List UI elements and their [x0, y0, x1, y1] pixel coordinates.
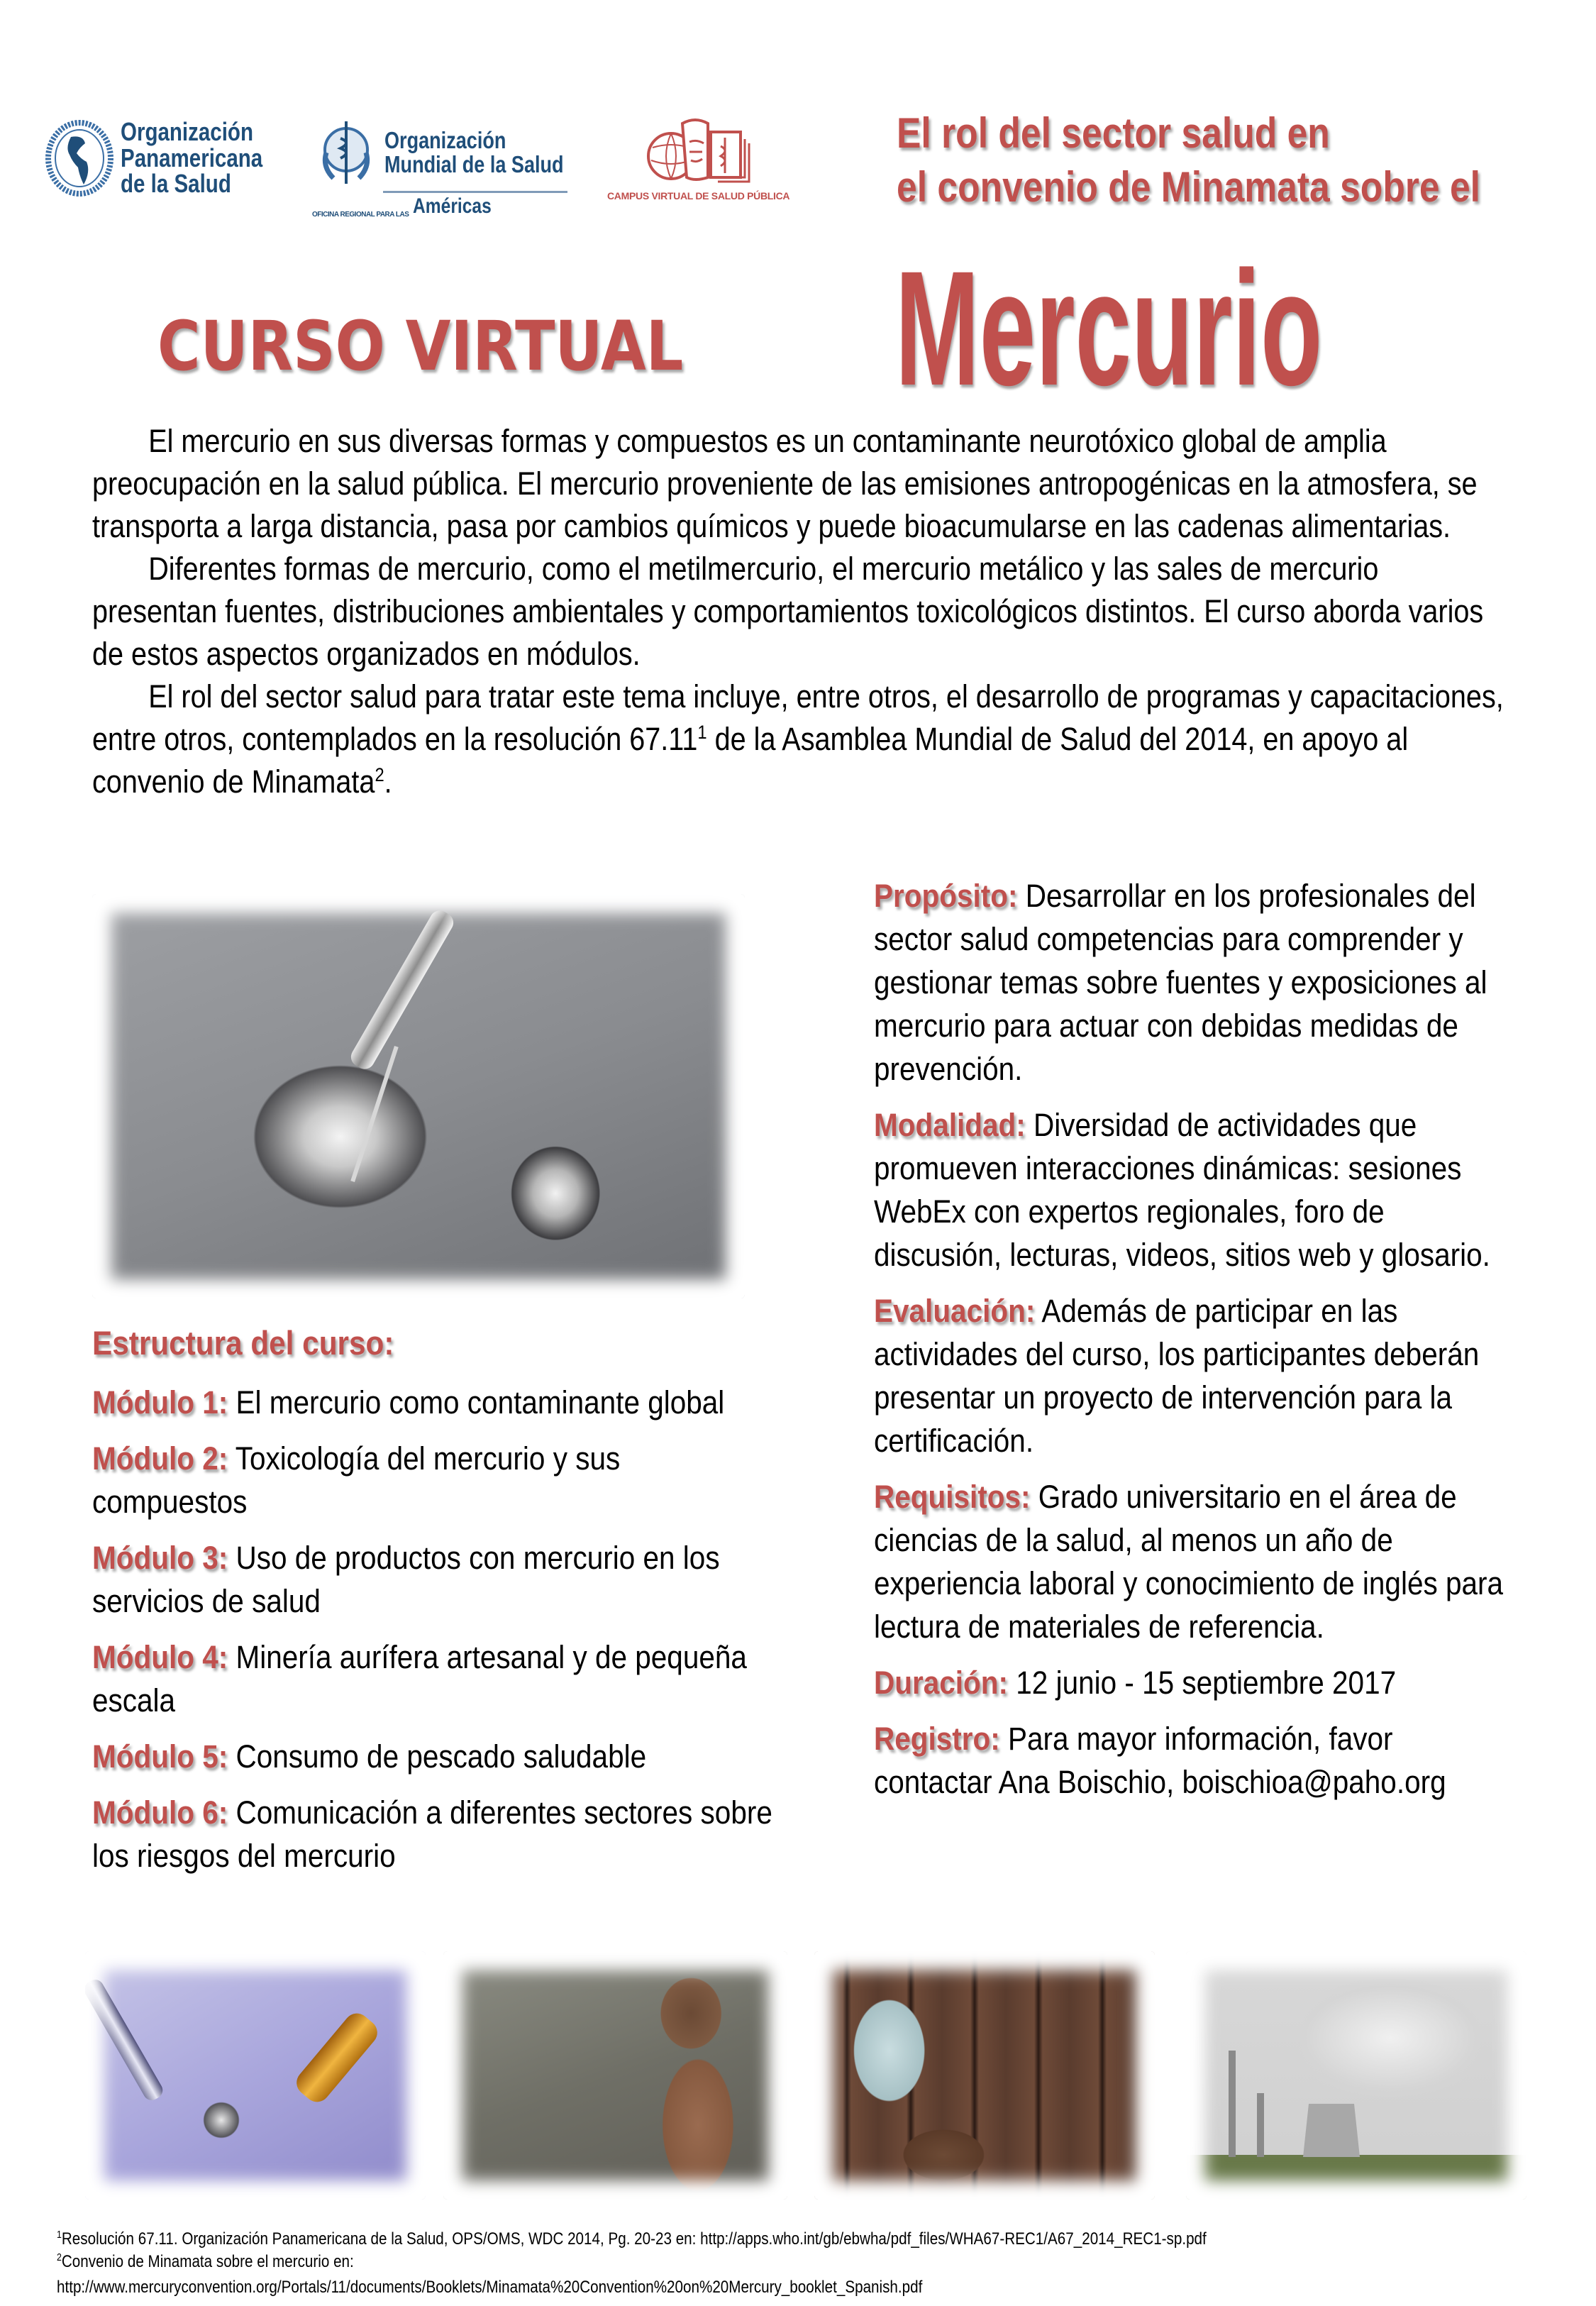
detail-label: Propósito: — [874, 878, 1018, 914]
detail-label: Registro: — [874, 1721, 1000, 1757]
detail-registration — [874, 1717, 1512, 1804]
who-name-line1: Organización — [384, 127, 506, 154]
footnote-2-text: Convenio de Minamata sobre el mercurio en: — [61, 2252, 354, 2271]
module-text: Uso de productos con mercurio en los servicios de salud — [92, 1540, 720, 1619]
detail-label: Requisitos: — [874, 1479, 1031, 1515]
module-text: Comunicación a diferentes sectores sobre los riesgos del mercurio — [92, 1794, 772, 1874]
footnote-1 — [57, 2228, 1207, 2250]
campus-virtual-logo — [607, 114, 789, 202]
mercury-droplets-photo — [92, 894, 745, 1298]
course-structure — [92, 1321, 775, 1890]
cooling-tower — [1303, 2104, 1360, 2157]
paho-logo — [44, 119, 294, 197]
pipette-stream — [348, 907, 457, 1073]
module-label: Módulo 6: — [92, 1794, 228, 1831]
detail-text: Diversidad de actividades que promueven interacciones dinámicas: sesiones WebEx con expertos regionales, foro de discusión, lecturas, videos, sitios web y glosario. — [874, 1107, 1490, 1273]
detail-text: Desarrollar en los profesionales del sector salud competencias para comprender y gestionar temas sobre fuentes y exposiciones al mercurio para actuar con debidas medidas de prevención. — [874, 878, 1487, 1087]
detail-text: Grado universitario en el área de ciencias de la salud, al menos un año de experiencia laboral y conocimiento de inglés para lectura de materiales de referencia. — [874, 1479, 1504, 1645]
intro-p3-end: . — [384, 763, 392, 800]
who-region-prefix: OFICINA REGIONAL PARA LAS — [312, 211, 409, 219]
gold-miners-photo — [814, 1951, 1155, 2200]
detail-purpose — [874, 874, 1512, 1091]
footnote-2-number: 2 — [57, 2252, 62, 2263]
thermometer-shape — [85, 1977, 166, 2104]
subtitle-line-1: El rol del sector salud en — [897, 109, 1330, 157]
module-text: Minería aurífera artesanal y de pequeña escala — [92, 1639, 747, 1719]
subtitle-line-2: el convenio de Minamata sobre el — [897, 163, 1480, 211]
intro-paragraph-1: El mercurio en sus diversas formas y compuestos es un contaminante neurotóxico global de amplia preocupación en la salud pública. El mercurio proveniente de las emisiones antropogénicas en la atmosfera, se transporta a larga distancia, pasa por cambios químicos y puede bioacumularse en las cadenas alimentarias. — [92, 423, 1478, 544]
campus-emblem-icon — [645, 114, 752, 190]
amber-vial-shape — [292, 2008, 382, 2107]
detail-label: Duración: — [874, 1665, 1009, 1701]
module-text: Toxicología del mercurio y sus compuestos — [92, 1440, 621, 1520]
footnote-2 — [57, 2251, 354, 2273]
course-details — [874, 874, 1512, 1816]
detail-requirements — [874, 1475, 1512, 1648]
structure-heading: Estructura del curso: — [92, 1324, 394, 1362]
topic-title: Mercurio — [895, 237, 1323, 419]
module-label: Módulo 2: — [92, 1440, 228, 1477]
intro-paragraph-3 — [92, 675, 1509, 803]
paho-globe-icon — [44, 119, 115, 197]
campus-caption: CAMPUS VIRTUAL DE SALUD PÚBLICA — [607, 190, 790, 202]
who-divider — [383, 191, 567, 193]
module-item — [92, 1437, 775, 1523]
child-miner-photo — [443, 1951, 787, 2200]
module-item — [92, 1791, 775, 1877]
detail-modality — [874, 1103, 1512, 1276]
smokestack-1 — [1229, 2051, 1236, 2157]
mercury-thermometer-photo — [85, 1951, 426, 2200]
who-logo — [312, 117, 603, 219]
detail-text: 12 junio - 15 septiembre 2017 — [1008, 1665, 1397, 1701]
mercury-stream — [350, 1046, 399, 1182]
module-label: Módulo 1: — [92, 1384, 228, 1420]
module-item — [92, 1735, 775, 1778]
paho-name-line3: de la Salud — [121, 169, 231, 199]
module-item — [92, 1381, 775, 1424]
module-text: Consumo de pescado saludable — [228, 1738, 647, 1775]
footnote-ref-2: 2 — [375, 764, 384, 785]
detail-evaluation — [874, 1289, 1512, 1462]
intro-text — [92, 420, 1509, 803]
intro-p3-text: El rol del sector salud para tratar este tema incluye, entre otros, el desarrollo de programas y capacitaciones, entre otros, contemplados en la resolución 67.11 — [92, 678, 1504, 757]
module-item — [92, 1536, 775, 1623]
detail-text: Para mayor información, favor contactar Ana Boischio, boischioa@paho.org — [874, 1721, 1446, 1800]
who-region-name: Américas — [413, 194, 492, 218]
paho-name-line1: Organización — [121, 117, 253, 146]
intro-p3-text-middle: de la Asamblea Mundial de Salud del 2014, en apoyo al convenio de Minamata — [92, 721, 1409, 800]
paho-name-line2: Panamericana — [121, 143, 263, 172]
who-emblem-icon — [312, 117, 380, 188]
footnote-1-text: Resolución 67.11. Organización Panamericana de la Salud, OPS/OMS, WDC 2014, Pg. 20-23 en: http://apps.who.int/gb/ebwha/pdf_files/WHA67-REC1/A67_2014_REC1-sp.pdf — [61, 2229, 1207, 2249]
module-item — [92, 1635, 775, 1722]
footnote-2-url[interactable]: http://www.mercuryconvention.org/Portals/11/documents/Booklets/Minamata%20Convention%20on%20Mercury_booklet_Spanish.pdf — [57, 2278, 923, 2297]
detail-label: Evaluación: — [874, 1293, 1036, 1329]
power-plant-photo — [1186, 1951, 1526, 2200]
footnote-ref-1: 1 — [697, 722, 707, 743]
module-label: Módulo 3: — [92, 1540, 228, 1576]
course-type-title: CURSO VIRTUAL — [157, 307, 684, 386]
smokestack-2 — [1257, 2093, 1264, 2157]
module-label: Módulo 5: — [92, 1738, 228, 1775]
who-name-line2: Mundial de la Salud — [384, 151, 564, 177]
detail-label: Modalidad: — [874, 1107, 1026, 1143]
footnote-1-number: 1 — [57, 2229, 62, 2241]
detail-text: Además de participar en las actividades del curso, los participantes deberán presentar un proyecto de intervención para la certificación. — [874, 1293, 1480, 1459]
module-text: El mercurio como contaminante global — [228, 1384, 725, 1420]
intro-paragraph-2: Diferentes formas de mercurio, como el metilmercurio, el mercurio metálico y las sales de mercurio presentan fuentes, distribuciones ambientales y comportamientos toxicológicos distintos. El curso aborda varios de estos aspectos organizados en módulos. — [92, 551, 1484, 672]
detail-duration — [874, 1661, 1512, 1704]
module-label: Módulo 4: — [92, 1639, 228, 1675]
